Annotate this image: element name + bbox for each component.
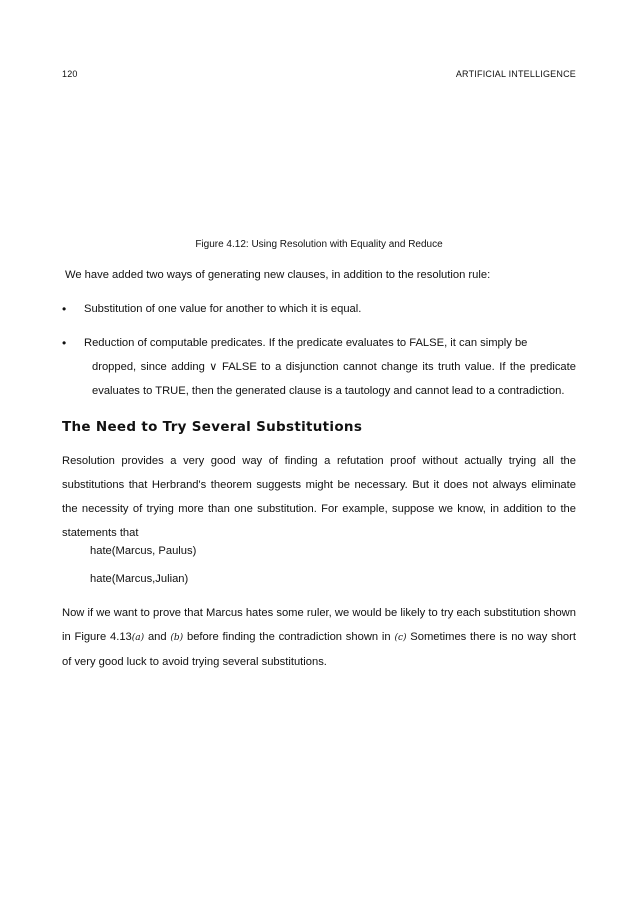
section-heading: The Need to Try Several Substitutions — [62, 419, 363, 435]
paragraph-text: Now if we want to prove that Marcus hates some ruler, we would be likely to try each substitution shown in Figure 4.13 — [62, 607, 576, 643]
bullet-list — [62, 297, 576, 413]
list-item — [62, 331, 576, 403]
running-title: ARTIFICIAL INTELLIGENCE — [455, 69, 576, 79]
body-paragraph: Resolution provides a very good way of finding a refutation proof without actually trying all the substitutions that Herbrand's theorem suggests might be necessary. But it does not always eliminate the necessity of trying more than one substitution. For example, suppose we know, in addition to the statements that — [62, 455, 576, 539]
page-number: 120 — [62, 69, 78, 79]
paragraph-text: before finding the contradiction shown in — [183, 631, 395, 643]
paragraph-text: and — [144, 631, 171, 643]
body-paragraph — [62, 601, 576, 674]
paragraph-text: Sometimes there is no way short of very good luck to avoid trying several substitutions. — [62, 631, 576, 668]
intro-paragraph: We have added two ways of generating new clauses, in addition to the resolution rule: — [65, 269, 491, 281]
bullet-text-first-line: Reduction of computable predicates. If the predicate evaluates to FALSE, it can simply be — [84, 337, 528, 349]
example-statement: hate(Marcus,Julian) — [90, 573, 189, 585]
figure-reference: (c) — [394, 633, 407, 643]
example-statement: hate(Marcus, Paulus) — [90, 545, 197, 557]
list-item — [62, 297, 576, 321]
bullet-text: Substitution of one value for another to which it is equal. — [84, 303, 362, 315]
bullet-icon: • — [62, 336, 67, 350]
figure-reference: (a) — [131, 633, 145, 643]
bullet-icon: • — [62, 302, 67, 316]
bullet-text-continuation: dropped, since adding ∨ FALSE to a disjunction cannot change its truth value. If the predicate evaluates to TRUE, then the generated clause is a tautology and cannot lead to a contradiction. — [92, 361, 576, 397]
figure-caption: Figure 4.12: Using Resolution with Equality and Reduce — [195, 239, 443, 250]
figure-reference: (b) — [170, 633, 184, 643]
